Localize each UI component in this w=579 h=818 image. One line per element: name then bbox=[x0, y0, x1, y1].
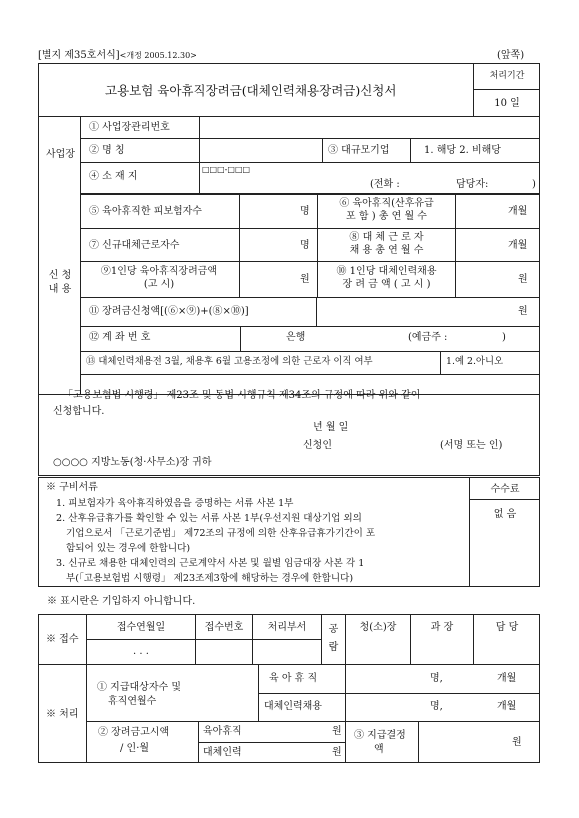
application-date[interactable]: 년 월 일 bbox=[313, 422, 349, 433]
subsidy-amount-unit: 원 bbox=[518, 306, 528, 317]
receipt-date-value[interactable]: . . . bbox=[133, 646, 149, 657]
decision-amount-unit: 원 bbox=[512, 737, 522, 748]
substitute-months-label: ⑧ 대 체 근 로 자 채 용 총 연 월 수 bbox=[349, 232, 424, 256]
period-label: 처리기간 bbox=[489, 71, 525, 81]
account-holder-close: ) bbox=[502, 332, 506, 343]
receipt-no-label: 접수번호 bbox=[204, 622, 244, 633]
document-item-3b: 부(「고용보험법 시행령」 제23조제3항에 해당하는 경우에 한합니다) bbox=[66, 573, 354, 584]
decision-amount-label-2: 액 bbox=[374, 744, 384, 755]
office-leave-person-unit: 명, bbox=[430, 673, 443, 684]
large-company-options[interactable]: 1. 해당 2. 비해당 bbox=[424, 145, 501, 156]
leave-subsidy-rate-label: ⑨1인당 육아휴직장려금액 (고 시) bbox=[100, 266, 218, 290]
phone-label: (전화 : bbox=[370, 179, 400, 190]
address-label: ④ 소 재 지 bbox=[89, 171, 138, 182]
document-item-2a: 2. 산후유급휴가를 확인할 수 있는 서류 사본 1부(우선지원 대상기업 외의 bbox=[56, 513, 362, 524]
account-no-field[interactable] bbox=[241, 327, 540, 351]
zip-code-boxes[interactable]: □□□-□□□ bbox=[202, 165, 251, 174]
payee-count-label-1: ① 지급대상자수 및 bbox=[97, 682, 181, 693]
large-company-label: ③ 대규모기업 bbox=[328, 145, 390, 156]
reg-no-label: ① 사업장관리번호 bbox=[89, 122, 170, 133]
addressee: ○○○○ 지방노동(청·사무소)장 귀하 bbox=[53, 457, 212, 468]
manager-label: 담당자: bbox=[456, 179, 489, 190]
business-name-field[interactable] bbox=[200, 139, 322, 162]
office-sub-month-unit: 개월 bbox=[497, 701, 517, 712]
documents-title: ※ 구비서류 bbox=[46, 482, 98, 493]
fee-label: 수수료 bbox=[490, 484, 520, 495]
gongram-1: 공 bbox=[328, 624, 339, 635]
gongram-2: 람 bbox=[328, 642, 339, 653]
new-substitute-unit: 명 bbox=[300, 240, 310, 251]
account-holder-label: (예금주 : bbox=[408, 332, 448, 343]
rate-label-2: / 인·월 bbox=[120, 743, 150, 754]
receipt-date-label: 접수연월일 bbox=[116, 622, 166, 633]
document-item-2b: 기업으로서 「근로기준법」 제72조의 규정에 의한 산후유급휴가기간이 포 bbox=[66, 528, 376, 539]
office-sub-person-unit: 명, bbox=[430, 701, 443, 712]
revision-note: <개정 2005.12.30> bbox=[119, 51, 197, 60]
rate-substitute-label: 대체인력 bbox=[203, 747, 242, 758]
substitute-months-unit: 개월 bbox=[508, 240, 528, 251]
insured-count-label: ⑤ 육아휴직한 피보험자수 bbox=[89, 206, 202, 217]
new-substitute-label: ⑦ 신규대체근로자수 bbox=[89, 240, 180, 251]
substitute-subsidy-rate-unit: 원 bbox=[518, 274, 528, 285]
declaration-line-2: 신청합니다. bbox=[53, 406, 105, 417]
office-leave-month-unit: 개월 bbox=[497, 673, 517, 684]
document-item-1: 1. 피보험자가 육아휴직하였음을 증명하는 서류 사본 1부 bbox=[56, 498, 294, 509]
rate-leave-label: 육아휴직 bbox=[203, 726, 242, 737]
payee-count-label-2: 휴직연월수 bbox=[108, 696, 157, 707]
office-leave-label: 육 아 휴 직 bbox=[269, 673, 318, 684]
decision-amount-label-1: ③ 지급결정 bbox=[354, 730, 406, 741]
application-section-label: 신 청 내 용 bbox=[48, 270, 72, 295]
leave-subsidy-rate-unit: 원 bbox=[300, 274, 310, 285]
rate-leave-unit: 원 bbox=[332, 726, 342, 737]
fee-value: 없 음 bbox=[493, 509, 517, 520]
subsidy-amount-label: ⑪ 장려금신청액[(⑥×⑨)+(⑧×⑩)] bbox=[89, 306, 249, 317]
leave-months-field[interactable] bbox=[456, 195, 540, 228]
chief-label: 청(소)장 bbox=[359, 622, 397, 633]
section-chief-label: 과 장 bbox=[430, 622, 454, 633]
rate-substitute-unit: 원 bbox=[332, 747, 342, 758]
form-number: [별지 제35호서식]<개정 2005.12.30> bbox=[38, 50, 197, 61]
account-no-label: ⑫ 계 좌 번 호 bbox=[89, 332, 151, 343]
bank-label: 은행 bbox=[286, 332, 306, 343]
subsidy-amount-field[interactable] bbox=[317, 298, 540, 326]
office-use-note: ※ 표시란은 기입하지 아니합니다. bbox=[47, 596, 196, 607]
leave-months-label: ⑥ 육아휴직(산후유급 포 함 ) 총 연 월 수 bbox=[339, 198, 434, 222]
page-side: (앞쪽) bbox=[497, 50, 525, 61]
turnover-options[interactable]: 1.예 2.아니오 bbox=[446, 356, 504, 367]
document-item-3a: 3. 신규로 채용한 대체인력의 근로계약서 사본 및 월별 임금대장 사본 각 1 bbox=[56, 558, 365, 569]
document-item-2c: 함되어 있는 경우에 한합니다) bbox=[66, 543, 191, 554]
business-name-label: ② 명 칭 bbox=[89, 145, 125, 156]
reg-no-field[interactable] bbox=[200, 117, 540, 138]
signature-label[interactable]: (서명 또는 인) bbox=[440, 440, 503, 451]
period-value: 10 일 bbox=[494, 98, 520, 109]
substitute-subsidy-rate-label: ⑩ 1인당 대체인력채용 장 려 금 액 ( 고 시 ) bbox=[336, 266, 437, 290]
leave-months-unit: 개월 bbox=[508, 206, 528, 217]
office-substitute-label: 대체인력채용 bbox=[264, 701, 322, 712]
applicant-label: 신청인 bbox=[303, 440, 332, 451]
receipt-label: ※ 접수 bbox=[46, 634, 79, 645]
form-title: 고용보험 육아휴직장려금(대체인력채용장려금)신청서 bbox=[105, 83, 397, 98]
turnover-question-label: ⑬ 대체인력채용전 3월, 채용후 6월 고용조정에 의한 근로자 이직 여부 bbox=[86, 356, 373, 367]
declaration-line-1: 「고용보험법 시행령」 제23조 및 동법 시행규칙 제34조의 규정에 따라 위와 같이 bbox=[63, 390, 421, 401]
dept-label: 처리부서 bbox=[267, 622, 307, 633]
staff-label: 담 당 bbox=[495, 622, 519, 633]
business-section-label: 사업장 bbox=[46, 149, 75, 160]
rate-label-1: ② 장려금고시액 bbox=[98, 727, 170, 738]
close-paren: ) bbox=[532, 179, 536, 190]
substitute-months-field[interactable] bbox=[456, 229, 540, 261]
process-label: ※ 처리 bbox=[46, 709, 79, 720]
insured-count-unit: 명 bbox=[300, 206, 310, 217]
